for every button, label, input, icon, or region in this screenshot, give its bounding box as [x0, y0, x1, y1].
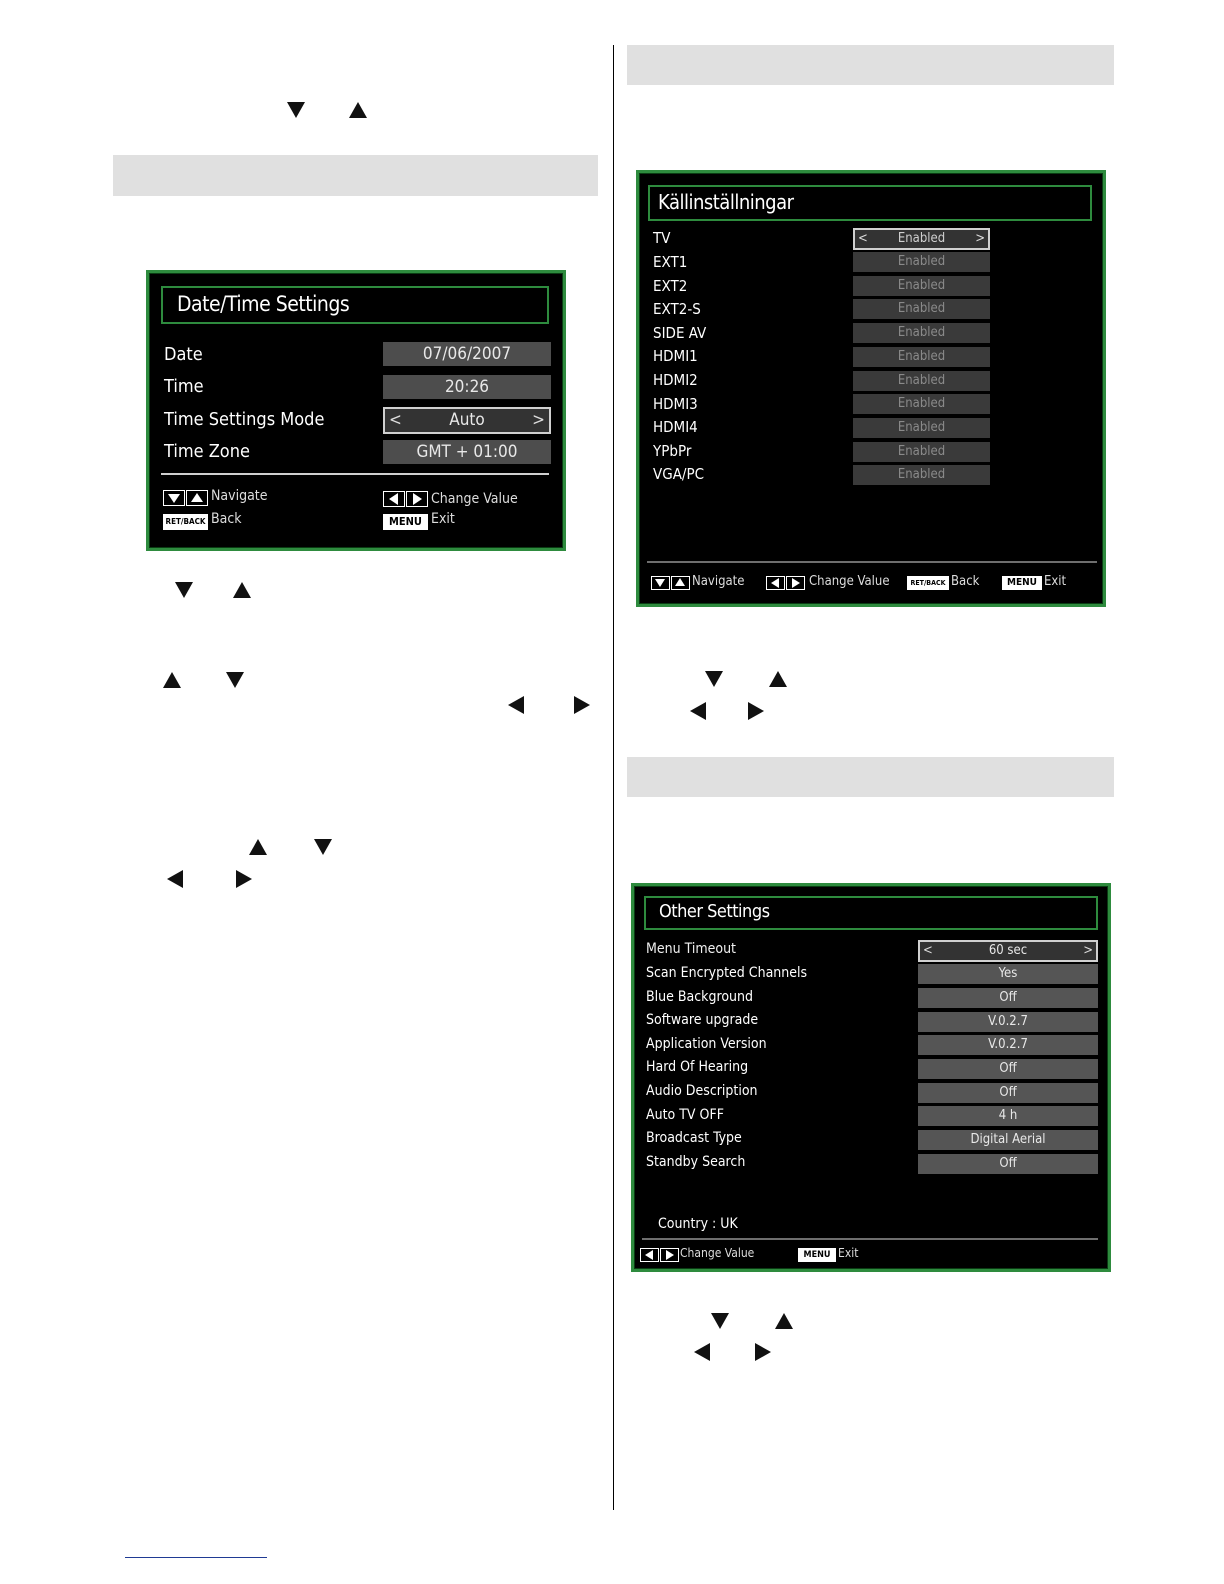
- hint-exit: Exit: [431, 511, 455, 527]
- hint-navigate: Navigate: [692, 574, 745, 589]
- arrow-down-icon: [175, 582, 193, 598]
- side-av-source-value[interactable]: Enabled: [853, 323, 990, 343]
- arrow-up-icon: [249, 839, 267, 855]
- time-value[interactable]: 20:26: [383, 375, 551, 399]
- ret-back-key-icon: RET/BACK: [907, 576, 949, 590]
- hint-exit: Exit: [838, 1246, 859, 1260]
- separator: [647, 561, 1097, 563]
- ret-back-key-icon: RET/BACK: [163, 514, 208, 530]
- hint-change-value: Change Value: [431, 491, 518, 507]
- broadcast-type-value[interactable]: Digital Aerial: [918, 1130, 1098, 1150]
- hdmi3-source-value[interactable]: Enabled: [853, 394, 990, 414]
- hdmi1-source-value[interactable]: Enabled: [853, 347, 990, 367]
- other-settings-screen: [631, 883, 1111, 1272]
- tv-source-selector[interactable]: [853, 228, 990, 250]
- arrow-up-icon: [775, 1313, 793, 1329]
- row-label-date: Date: [164, 344, 203, 365]
- row-label-hdmi3: HDMI3: [653, 395, 698, 413]
- arrow-up-icon: [769, 671, 787, 687]
- standby-search-value[interactable]: Off: [918, 1154, 1098, 1174]
- arrow-down-icon: [711, 1313, 729, 1329]
- up-key-icon: [671, 576, 690, 590]
- arrow-up-icon: [233, 582, 251, 598]
- time-zone-value[interactable]: GMT + 01:00: [383, 440, 551, 464]
- ext1-source-value[interactable]: Enabled: [853, 252, 990, 272]
- software-upgrade-value[interactable]: V.0.2.7: [918, 1012, 1098, 1032]
- arrow-down-icon: [287, 102, 305, 118]
- scan-encrypted-value[interactable]: Yes: [918, 964, 1098, 984]
- section-heading-bar-left: [113, 155, 598, 196]
- arrow-left-icon: [690, 702, 706, 720]
- chevron-right-icon[interactable]: >: [1083, 943, 1093, 958]
- row-label-hdmi4: HDMI4: [653, 418, 698, 436]
- vga-pc-source-value[interactable]: Enabled: [853, 465, 990, 485]
- arrow-up-icon: [349, 102, 367, 118]
- arrow-right-icon: [755, 1343, 771, 1361]
- chevron-right-icon[interactable]: >: [532, 410, 545, 430]
- arrow-right-icon: [748, 702, 764, 720]
- right-key-icon: [406, 491, 428, 507]
- right-key-icon: [786, 576, 805, 590]
- row-label-application-version: Application Version: [646, 1036, 767, 1052]
- section-heading-bar-right-top: [627, 45, 1114, 85]
- down-key-icon: [651, 576, 670, 590]
- menu-key-icon: MENU: [383, 514, 428, 530]
- up-key-icon: [186, 490, 208, 506]
- row-label-scan-encrypted: Scan Encrypted Channels: [646, 965, 808, 981]
- chevron-left-icon[interactable]: <: [858, 231, 868, 246]
- menu-timeout-value: 60 sec: [988, 943, 1028, 958]
- section-heading-bar-right-mid: [627, 757, 1114, 797]
- row-label-standby-search: Standby Search: [646, 1154, 746, 1170]
- time-settings-mode-value: Auto: [449, 410, 485, 430]
- row-label-hdmi2: HDMI2: [653, 371, 698, 389]
- arrow-down-icon: [705, 671, 723, 687]
- row-label-software-upgrade: Software upgrade: [646, 1012, 759, 1028]
- arrow-down-icon: [314, 839, 332, 855]
- application-version-value: V.0.2.7: [918, 1035, 1098, 1055]
- chevron-left-icon[interactable]: <: [389, 410, 402, 430]
- row-label-hard-of-hearing: Hard Of Hearing: [646, 1059, 749, 1075]
- separator: [161, 473, 549, 475]
- hint-change-value: Change Value: [809, 574, 890, 589]
- down-key-icon: [163, 490, 185, 506]
- hint-back: Back: [211, 511, 242, 527]
- menu-key-icon: MENU: [798, 1248, 836, 1262]
- ext2-source-value[interactable]: Enabled: [853, 276, 990, 296]
- arrow-left-icon: [167, 870, 183, 888]
- right-key-icon: [660, 1248, 679, 1262]
- row-label-ext1: EXT1: [653, 253, 688, 271]
- hint-back: Back: [951, 574, 980, 589]
- row-label-side-av: SIDE AV: [653, 324, 707, 342]
- screen-title-box: [161, 286, 549, 324]
- screen-title-box: [648, 185, 1092, 221]
- left-key-icon: [640, 1248, 659, 1262]
- row-label-blue-background: Blue Background: [646, 989, 753, 1005]
- hdmi4-source-value[interactable]: Enabled: [853, 418, 990, 438]
- chevron-right-icon[interactable]: >: [975, 231, 985, 246]
- screen-title-box: [644, 896, 1098, 930]
- arrow-right-icon: [236, 870, 252, 888]
- ext2-s-source-value[interactable]: Enabled: [853, 299, 990, 319]
- hint-exit: Exit: [1044, 574, 1067, 589]
- row-label-ext2: EXT2: [653, 277, 688, 295]
- arrow-left-icon: [508, 696, 524, 714]
- hard-of-hearing-value[interactable]: Off: [918, 1059, 1098, 1079]
- footer-rule: [125, 1557, 267, 1558]
- arrow-down-icon: [226, 672, 244, 688]
- arrow-left-icon: [694, 1343, 710, 1361]
- blue-background-value[interactable]: Off: [918, 988, 1098, 1008]
- separator: [642, 1238, 1098, 1240]
- column-divider: [613, 45, 614, 1510]
- row-label-audio-description: Audio Description: [646, 1083, 758, 1099]
- row-label-broadcast-type: Broadcast Type: [646, 1130, 742, 1146]
- left-key-icon: [383, 491, 405, 507]
- hdmi2-source-value[interactable]: Enabled: [853, 371, 990, 391]
- arrow-up-icon: [163, 672, 181, 688]
- row-label-ext2-s: EXT2-S: [653, 300, 701, 318]
- auto-tv-off-value[interactable]: 4 h: [918, 1106, 1098, 1126]
- row-label-time-zone: Time Zone: [164, 441, 250, 462]
- country-label: Country : UK: [658, 1216, 738, 1232]
- audio-description-value[interactable]: Off: [918, 1083, 1098, 1103]
- date-value[interactable]: 07/06/2007: [383, 342, 551, 366]
- menu-key-icon: MENU: [1002, 576, 1042, 590]
- screen-title: Date/Time Settings: [177, 292, 350, 316]
- datetime-settings-screen: [146, 270, 566, 551]
- left-key-icon: [766, 576, 785, 590]
- tv-source-value: Enabled: [897, 231, 946, 246]
- row-label-vga-pc: VGA/PC: [653, 465, 705, 483]
- row-label-tv: TV: [653, 229, 671, 247]
- screen-title: Other Settings: [659, 901, 770, 922]
- menu-timeout-selector[interactable]: [918, 940, 1098, 962]
- row-label-menu-timeout: Menu Timeout: [646, 941, 736, 957]
- hint-navigate: Navigate: [211, 488, 268, 504]
- row-label-ypbpr: YPbPr: [653, 442, 692, 460]
- screen-title: Källinställningar: [658, 190, 794, 214]
- ypbpr-source-value[interactable]: Enabled: [853, 442, 990, 462]
- row-label-time-settings-mode: Time Settings Mode: [164, 409, 325, 430]
- arrow-right-icon: [574, 696, 590, 714]
- time-settings-mode-selector[interactable]: [383, 407, 551, 434]
- chevron-left-icon[interactable]: <: [923, 943, 933, 958]
- hint-change-value: Change Value: [680, 1246, 755, 1260]
- source-settings-screen: [636, 170, 1106, 607]
- row-label-auto-tv-off: Auto TV OFF: [646, 1107, 724, 1123]
- row-label-time: Time: [164, 376, 204, 397]
- row-label-hdmi1: HDMI1: [653, 347, 698, 365]
